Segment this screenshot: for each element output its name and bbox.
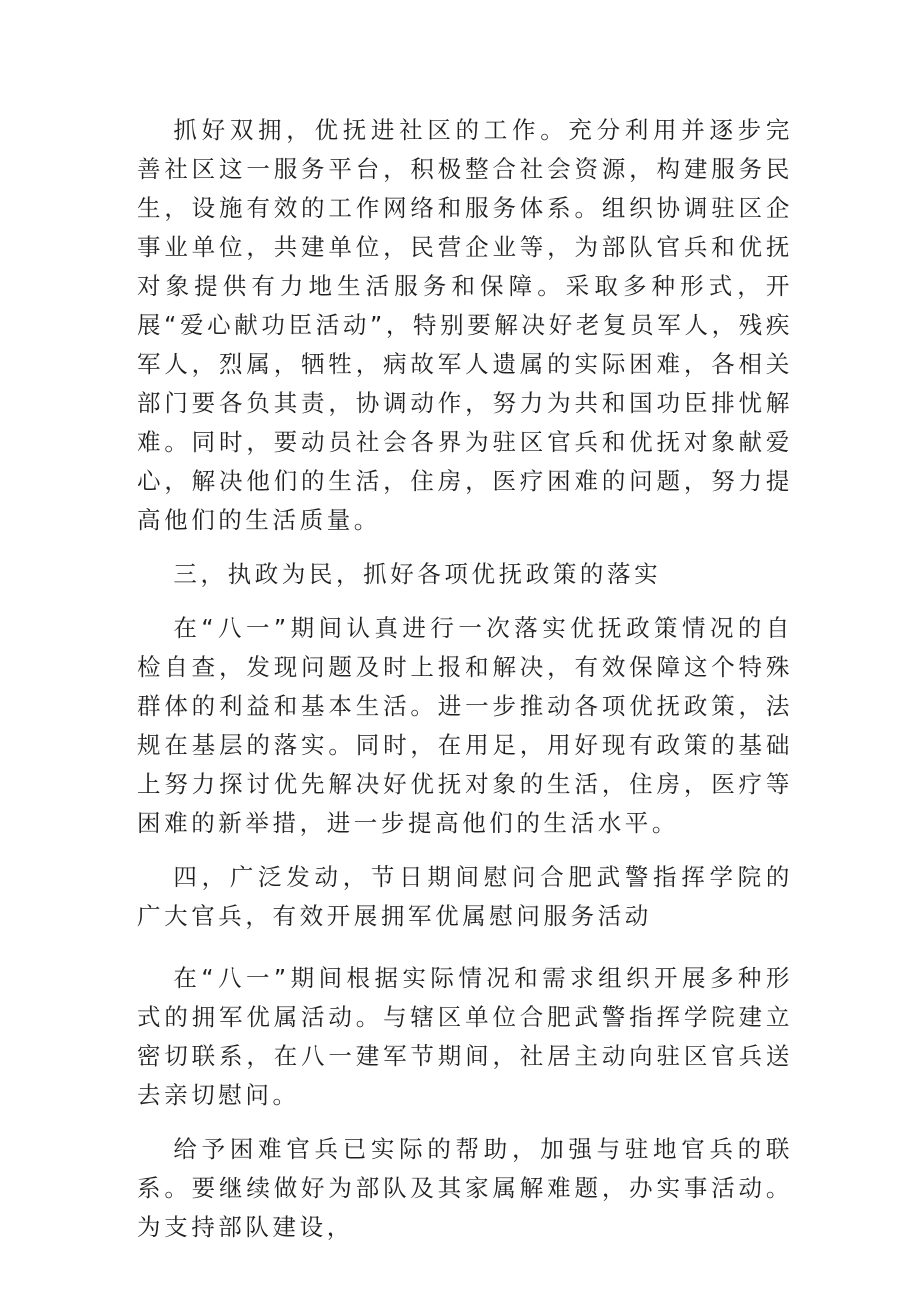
paragraph-community-support: 抓好双拥，优抚进社区的工作。充分利用并逐步完善社区这一服务平台，积极整合社会资源，构建服务民生，设施有效的工作网络和服务体系。组织协调驻区企事业单位，共建单位，民营企业等，为部队官兵和优抚对象提供有力地生活服务和保障。采取多种形式，开展“爱心献功臣活动”，特别要解决好老复员军人，残疾军人，烈属，牺牲，病故军人遗属的实际困难，各相关部门要各负其责，协调动作，努力为共和国功臣排忧解难。同时，要动员社会各界为驻区官兵和优抚对象献爱心，解决他们的生活，住房，医疗困难的问题，努力提高他们的生活质量。 xyxy=(137,116,793,534)
paragraph-policy-implementation: 在“八一”期间认真进行一次落实优抚政策情况的自检自查，发现问题及时上报和解决，有效保障这个特殊群体的利益和基本生活。进一步推动各项优抚政策，法规在基层的落实。同时，在用足，用好现有政策的基础上努力探讨优先解决好优抚对象的生活，住房，医疗等困难的新举措，进一步提高他们的生活水平。 xyxy=(137,614,793,837)
paragraph-assistance: 给予困难官兵已实际的帮助，加强与驻地官兵的联系。要继续做好为部队及其家属解难题，办实事活动。为支持部队建设， xyxy=(137,1135,793,1241)
section-heading-four: 四，广泛发动，节日期间慰问合肥武警指挥学院的广大官兵，有效开展拥军优属慰问服务活动 xyxy=(137,863,793,930)
section-heading-three: 三，执政为民，抓好各项优抚政策的落实 xyxy=(173,560,662,588)
paragraph-august-first-activities: 在“八一”期间根据实际情况和需求组织开展多种形式的拥军优属活动。与辖区单位合肥武警指挥学院建立密切联系，在八一建军节期间，社居主动向驻区官兵送去亲切慰问。 xyxy=(137,964,793,1109)
document-body xyxy=(137,111,793,1247)
